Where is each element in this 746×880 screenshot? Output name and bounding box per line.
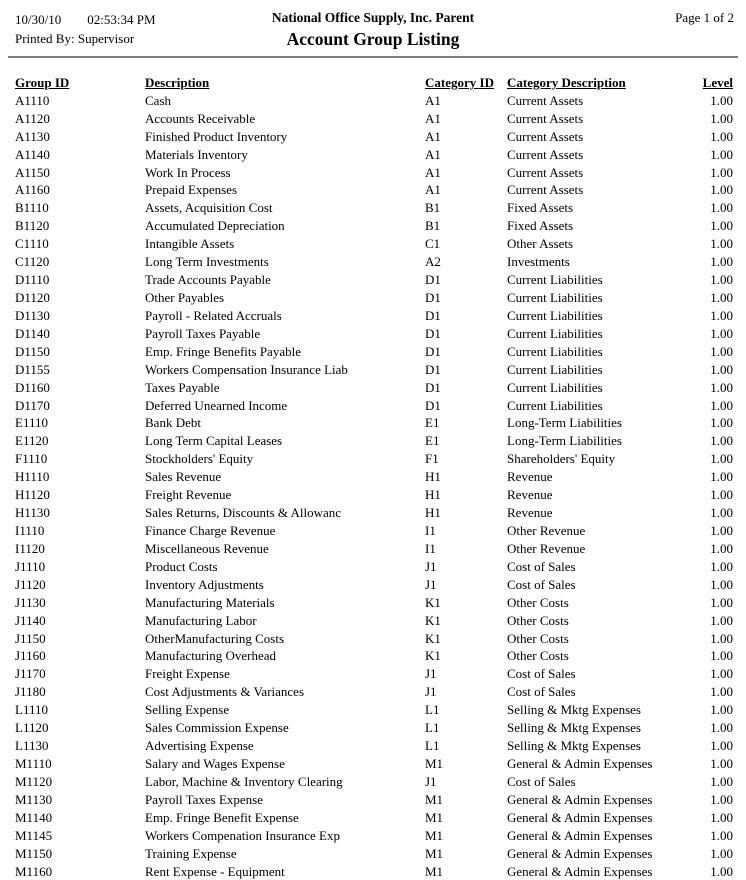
cell-description: Long Term Capital Leases [145,433,283,449]
cell-description: Payroll Taxes Payable [145,325,261,341]
cell-description: Freight Revenue [145,487,232,503]
cell-description: Product Costs [145,558,218,574]
cell-category-description: Other Assets [507,236,574,252]
cell-category-id: M1 [425,863,444,879]
cell-description: OtherManufacturing Costs [145,630,285,646]
cell-group-id: A1120 [15,110,50,126]
cell-level: 1.00 [710,433,733,449]
cell-level: 1.00 [710,164,733,180]
cell-group-id: D1170 [15,397,50,413]
cell-description: Stockholders' Equity [145,451,254,467]
column-header-group-id: Group ID [15,74,70,90]
cell-category-id: I1 [425,523,436,538]
table-row [15,737,733,755]
cell-description: Manufacturing Labor [145,612,257,628]
cell-group-id: A1160 [15,182,50,198]
report-date: 10/30/10 [15,12,62,27]
cell-level: 1.00 [710,379,733,395]
cell-category-description: Current Assets [507,128,584,144]
cell-level: 1.00 [710,523,733,538]
table-row [15,361,733,379]
cell-description: Labor, Machine & Inventory Clearing [145,773,343,789]
cell-group-id: L1110 [15,702,48,718]
cell-category-description: Shareholders' Equity [507,451,616,467]
cell-description: Sales Revenue [145,469,222,485]
cell-description: Sales Returns, Discounts & Allowanc [145,505,342,521]
cell-group-id: F1110 [15,451,48,467]
cell-category-description: General & Admin Expenses [507,809,653,825]
cell-category-id: J1 [425,666,437,682]
table-row [15,415,733,433]
table-row [15,863,733,880]
cell-category-description: Long-Term Liabilities [507,415,622,431]
cell-category-id: B1 [425,200,441,216]
cell-level: 1.00 [710,451,733,467]
table-row [15,325,733,343]
cell-level: 1.00 [710,505,733,521]
cell-category-description: Fixed Assets [507,200,574,216]
cell-level: 1.00 [710,128,733,144]
table-row [15,665,733,683]
table-row [15,182,733,200]
cell-level: 1.00 [710,415,733,431]
table-row [15,432,733,450]
cell-description: Work In Process [145,164,231,180]
cell-category-id: K1 [425,630,441,646]
cell-group-id: D1155 [15,361,50,377]
cell-group-id: D1150 [15,343,50,359]
cell-level: 1.00 [710,594,733,610]
table-row [15,648,733,666]
table-row [15,755,733,773]
cell-group-id: M1110 [15,755,52,771]
cell-category-id: D1 [425,379,441,395]
cell-category-id: A1 [425,128,441,144]
cell-category-id: J1 [425,558,437,574]
cell-category-id: M1 [425,755,444,771]
table-row [15,809,733,827]
table-row [15,791,733,809]
table-row [15,845,733,863]
cell-category-id: D1 [425,397,441,413]
cell-category-description: Current Liabilities [507,325,603,341]
cell-category-description: Current Liabilities [507,361,603,377]
cell-category-id: D1 [425,343,441,359]
cell-group-id: D1140 [15,325,50,341]
table-row [15,110,733,128]
cell-group-id: J1170 [15,666,46,682]
cell-category-description: Fixed Assets [507,218,574,234]
cell-level: 1.00 [710,92,733,108]
cell-category-description: Investments [507,254,570,270]
cell-category-description: Selling & Mktg Expenses [507,738,641,754]
cell-category-id: J1 [425,576,437,592]
table-row [15,343,733,361]
cell-category-description: General & Admin Expenses [507,827,653,843]
cell-group-id: D1110 [15,272,50,288]
cell-level: 1.00 [710,720,733,736]
table-row [15,289,733,307]
cell-description: Finance Charge Revenue [145,523,276,538]
cell-category-id: D1 [425,325,441,341]
cell-category-description: Other Costs [507,630,569,646]
cell-category-description: Other Costs [507,648,569,664]
cell-category-id: K1 [425,612,441,628]
cell-category-description: Current Liabilities [507,290,603,306]
table-row [15,199,733,217]
cell-category-id: E1 [425,415,440,431]
table-row [15,379,733,397]
table-row [15,630,733,648]
table-row [15,540,733,558]
cell-level: 1.00 [710,612,733,628]
cell-category-id: M1 [425,809,444,825]
table-row [15,271,733,289]
cell-description: Trade Accounts Payable [145,272,271,288]
cell-group-id: M1120 [15,773,53,789]
cell-category-description: Current Liabilities [507,343,603,359]
report-title: Account Group Listing [286,29,460,49]
cell-category-id: A1 [425,92,441,108]
cell-group-id: B1110 [15,200,49,216]
table-header [15,74,733,92]
table-row [15,558,733,576]
cell-description: Cash [145,92,171,108]
cell-category-id: A1 [425,110,441,126]
table-row [15,253,733,271]
table-row [15,307,733,325]
header-center [0,10,746,50]
cell-group-id: M1150 [15,845,53,861]
cell-description: Assets, Acquisition Cost [145,200,273,216]
cell-category-id: C1 [425,236,441,252]
cell-group-id: M1160 [15,863,53,879]
company-name: National Office Supply, Inc. Parent [271,10,475,25]
table-header-row [15,74,733,92]
cell-category-id: H1 [425,469,441,485]
cell-description: Training Expense [145,845,237,861]
cell-group-id: A1150 [15,164,50,180]
table-row [15,612,733,630]
column-header-description: Description [145,74,210,90]
cell-group-id: E1120 [15,433,49,449]
cell-description: Payroll - Related Accruals [145,307,282,323]
cell-category-id: L1 [425,720,440,736]
table-row [15,450,733,468]
cell-group-id: M1140 [15,809,53,825]
cell-group-id: H1110 [15,469,50,485]
cell-category-id: D1 [425,290,441,306]
cell-category-id: E1 [425,433,440,449]
header-divider-line [8,56,738,58]
table-row [15,576,733,594]
cell-group-id: J1150 [15,630,46,646]
cell-category-description: Revenue [507,469,553,485]
cell-group-id: M1145 [15,827,53,843]
table-row [15,128,733,146]
report-time: 02:53:34 PM [87,12,156,27]
cell-group-id: B1120 [15,218,50,234]
cell-category-id: A1 [425,146,441,162]
cell-description: Emp. Fringe Benefits Payable [145,343,301,359]
cell-level: 1.00 [710,576,733,592]
cell-category-description: Selling & Mktg Expenses [507,720,641,736]
cell-category-id: H1 [425,487,441,503]
column-header-level: Level [702,74,733,90]
cell-category-id: D1 [425,361,441,377]
cell-category-id: F1 [425,451,439,467]
cell-category-description: Current Assets [507,110,584,126]
cell-group-id: I1120 [15,540,45,556]
cell-group-id: J1110 [15,558,46,574]
cell-category-description: General & Admin Expenses [507,791,653,807]
account-group-table-body [15,92,733,880]
cell-level: 1.00 [710,361,733,377]
cell-group-id: M1130 [15,791,53,807]
cell-group-id: J1140 [15,612,46,628]
cell-group-id: J1120 [15,576,46,592]
cell-level: 1.00 [710,325,733,341]
cell-level: 1.00 [710,738,733,754]
cell-description: Emp. Fringe Benefit Expense [145,809,299,825]
cell-category-description: Revenue [507,487,553,503]
printed-by: Printed By: Supervisor [15,31,135,46]
cell-category-description: Selling & Mktg Expenses [507,702,641,718]
cell-group-id: D1160 [15,379,50,395]
cell-level: 1.00 [710,272,733,288]
cell-category-description: Current Assets [507,146,584,162]
cell-category-id: K1 [425,594,441,610]
cell-description: Payroll Taxes Expense [145,791,263,807]
cell-group-id: H1130 [15,505,50,521]
table-row [15,235,733,253]
cell-level: 1.00 [710,773,733,789]
cell-group-id: J1160 [15,648,46,664]
cell-description: Freight Expense [145,666,230,682]
cell-category-id: A2 [425,254,441,270]
cell-group-id: J1130 [15,594,46,610]
cell-category-id: A1 [425,164,441,180]
table-row [15,92,733,110]
cell-category-description: Long-Term Liabilities [507,433,622,449]
cell-category-id: D1 [425,272,441,288]
cell-description: Materials Inventory [145,146,248,162]
cell-level: 1.00 [710,540,733,556]
cell-category-id: M1 [425,827,444,843]
cell-description: Inventory Adjustments [145,576,264,592]
cell-category-description: Other Revenue [507,523,586,538]
cell-description: Sales Commission Expense [145,720,289,736]
cell-level: 1.00 [710,397,733,413]
cell-level: 1.00 [710,343,733,359]
cell-group-id: A1110 [15,92,50,108]
cell-level: 1.00 [710,200,733,216]
cell-group-id: H1120 [15,487,50,503]
cell-category-id: L1 [425,702,440,718]
table-row [15,701,733,719]
cell-level: 1.00 [710,182,733,198]
cell-group-id: C1110 [15,236,49,252]
table-row [15,719,733,737]
cell-category-description: Cost of Sales [507,558,576,574]
cell-category-description: Current Liabilities [507,379,603,395]
table-row [15,146,733,164]
column-header-category-description: Category Description [507,74,626,90]
cell-category-description: General & Admin Expenses [507,755,653,771]
cell-description: Accumulated Depreciation [145,218,285,234]
cell-category-description: Other Costs [507,594,569,610]
cell-description: Salary and Wages Expense [145,755,285,771]
cell-category-description: Other Revenue [507,540,586,556]
cell-level: 1.00 [710,827,733,843]
cell-group-id: D1130 [15,307,50,323]
cell-category-id: M1 [425,791,444,807]
cell-description: Rent Expense - Equipment [145,863,285,879]
cell-description: Other Payables [145,290,225,306]
cell-level: 1.00 [710,863,733,879]
table-row [15,827,733,845]
cell-description: Miscellaneous Revenue [145,540,269,556]
page-number: Page 1 of 2 [675,10,734,25]
cell-category-description: Current Assets [507,182,584,198]
table-row [15,468,733,486]
cell-category-id: A1 [425,182,441,198]
account-group-table [15,74,733,880]
cell-level: 1.00 [710,702,733,718]
cell-description: Manufacturing Overhead [145,648,277,664]
cell-category-id: D1 [425,307,441,323]
table-row [15,773,733,791]
cell-description: Selling Expense [145,702,230,718]
cell-level: 1.00 [710,254,733,270]
cell-level: 1.00 [710,110,733,126]
cell-category-id: M1 [425,845,444,861]
cell-category-description: Current Liabilities [507,272,603,288]
table-row [15,594,733,612]
table-row [15,217,733,235]
table-row [15,164,733,182]
cell-description: Accounts Receivable [145,110,256,126]
cell-level: 1.00 [710,845,733,861]
cell-category-description: Cost of Sales [507,666,576,682]
table-row [15,522,733,540]
cell-category-description: Cost of Sales [507,684,576,700]
table-row [15,683,733,701]
cell-group-id: J1180 [15,684,46,700]
cell-description: Workers Compensation Insurance Liab [145,361,348,377]
cell-category-description: Cost of Sales [507,773,576,789]
cell-description: Finished Product Inventory [145,128,288,144]
cell-level: 1.00 [710,218,733,234]
cell-level: 1.00 [710,755,733,771]
cell-group-id: I1110 [15,523,45,538]
table-row [15,486,733,504]
cell-level: 1.00 [710,684,733,700]
cell-level: 1.00 [710,809,733,825]
cell-group-id: E1110 [15,415,48,431]
table-row [15,397,733,415]
cell-description: Advertising Expense [145,738,254,754]
cell-description: Bank Debt [145,415,201,431]
column-header-category-id: Category ID [425,74,494,90]
cell-description: Long Term Investments [145,254,269,270]
cell-category-description: General & Admin Expenses [507,863,653,879]
cell-group-id: L1120 [15,720,49,736]
cell-group-id: A1130 [15,128,50,144]
cell-group-id: L1130 [15,738,49,754]
cell-group-id: C1120 [15,254,50,270]
cell-description: Manufacturing Materials [145,594,275,610]
cell-level: 1.00 [710,648,733,664]
cell-category-description: Other Costs [507,612,569,628]
cell-level: 1.00 [710,666,733,682]
cell-group-id: D1120 [15,290,50,306]
cell-category-id: I1 [425,540,436,556]
cell-level: 1.00 [710,290,733,306]
cell-category-description: General & Admin Expenses [507,845,653,861]
cell-category-description: Current Assets [507,164,584,180]
cell-category-id: H1 [425,505,441,521]
cell-category-description: Current Assets [507,92,584,108]
cell-level: 1.00 [710,236,733,252]
cell-level: 1.00 [710,307,733,323]
cell-category-id: K1 [425,648,441,664]
cell-category-description: Current Liabilities [507,397,603,413]
cell-category-description: Cost of Sales [507,576,576,592]
cell-description: Prepaid Expenses [145,182,238,198]
cell-level: 1.00 [710,791,733,807]
cell-category-description: Revenue [507,505,553,521]
cell-category-id: J1 [425,684,437,700]
cell-description: Workers Compenation Insurance Exp [145,827,340,843]
cell-description: Cost Adjustments & Variances [145,684,305,700]
cell-category-description: Current Liabilities [507,307,603,323]
cell-level: 1.00 [710,487,733,503]
cell-group-id: A1140 [15,146,50,162]
cell-description: Intangible Assets [145,236,235,252]
cell-level: 1.00 [710,146,733,162]
cell-level: 1.00 [710,558,733,574]
cell-category-id: B1 [425,218,441,234]
table-row [15,504,733,522]
cell-description: Deferred Unearned Income [145,397,288,413]
cell-category-id: L1 [425,738,440,754]
cell-category-id: J1 [425,773,437,789]
cell-level: 1.00 [710,469,733,485]
cell-level: 1.00 [710,630,733,646]
cell-description: Taxes Payable [145,379,220,395]
